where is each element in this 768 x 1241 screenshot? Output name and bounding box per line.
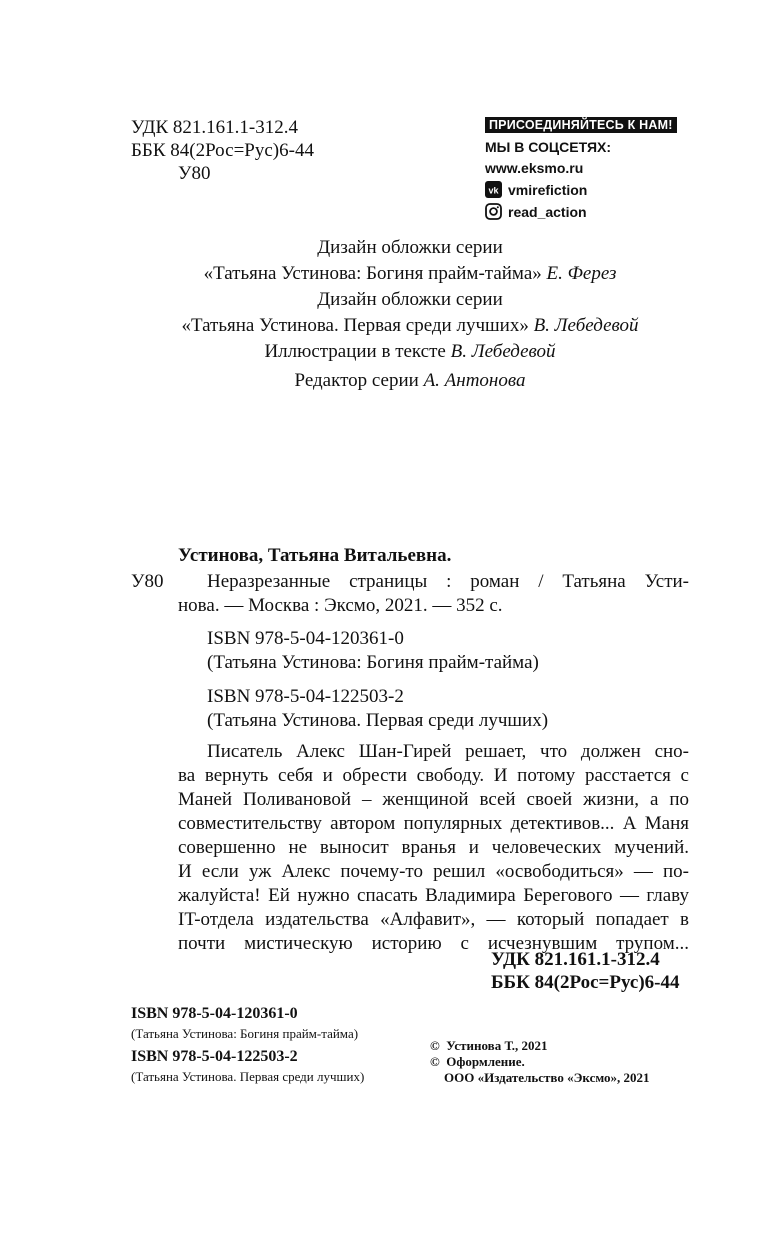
annotation-paragraph xyxy=(178,740,689,956)
catalog-entry-line-1: Неразрезанные страницы : роман / Татьяна Усти- xyxy=(207,571,689,592)
credit-line-1: Дизайн обложки серии xyxy=(317,237,503,258)
copyright-design: Оформление. xyxy=(446,1054,525,1069)
catalog-mark: У80 xyxy=(131,571,164,592)
designer-name-2: В. Лебедевой xyxy=(533,315,639,336)
social-block xyxy=(485,117,677,220)
instagram-link[interactable] xyxy=(485,203,677,220)
vk-icon xyxy=(485,181,502,198)
copyright-line-2 xyxy=(430,1053,525,1070)
catalog-author-heading: Устинова, Татьяна Витальевна. xyxy=(178,545,452,566)
footer-isbn-2: ISBN 978-5-04-122503-2 xyxy=(131,1048,298,1065)
website-link[interactable]: www.eksmo.ru xyxy=(485,160,584,176)
catalog-isbn-1-series: (Татьяна Устинова: Богиня прайм-тайма) xyxy=(207,652,539,673)
footer-isbn-1-series: (Татьяна Устинова: Богиня прайм-тайма) xyxy=(131,1026,359,1041)
instagram-handle: read_action xyxy=(508,204,587,220)
copyright-publisher: ООО «Издательство «Эксмо», 2021 xyxy=(444,1070,650,1085)
footer-isbn-2-series: (Татьяна Устинова. Первая среди лучших) xyxy=(131,1069,365,1084)
editor-label: Редактор серии xyxy=(294,370,419,391)
illustrator-name: В. Лебедевой xyxy=(450,341,556,362)
vk-link[interactable] xyxy=(485,181,677,198)
annotation-line: Маней Поливановой – женщиной всей своей жизни, а по xyxy=(178,789,689,810)
annotation-line: совершенно не выносит вранья и человеческих мучений. xyxy=(178,837,689,858)
editor-name: А. Антонова xyxy=(423,370,526,391)
catalog-isbn-2: ISBN 978-5-04-122503-2 xyxy=(207,686,404,707)
vk-handle: vmirefiction xyxy=(508,182,588,198)
annotation-line: IT-отдела издательства «Алфавит», — который попадает в xyxy=(178,909,689,930)
annotation-line: почти мистическую историю с исчезнувшим трупом... xyxy=(178,933,689,954)
social-heading: МЫ В СОЦСЕТЯХ: xyxy=(485,139,612,155)
catalog-entry-line-2: нова. — Москва : Эксмо, 2021. — 352 с. xyxy=(178,595,503,616)
credit-line-5 xyxy=(110,340,710,364)
catalog-entry-first xyxy=(207,570,689,594)
copyright-line-1 xyxy=(430,1037,548,1054)
instagram-icon xyxy=(485,203,502,220)
copyright-author: Устинова Т., 2021 xyxy=(446,1038,548,1053)
join-banner: ПРИСОЕДИНЯЙТЕСЬ К НАМ! xyxy=(485,117,677,133)
copyright-symbol: © xyxy=(430,1054,440,1069)
footer-isbn-1: ISBN 978-5-04-120361-0 xyxy=(131,1005,298,1022)
credit-line-2 xyxy=(110,262,710,286)
annotation-line: Писатель Алекс Шан-Гирей решает, что должен сно- xyxy=(207,741,689,762)
udk-code: УДК 821.161.1-312.4 xyxy=(131,117,298,138)
annotation-line: ва вернуть себя и обрести свободу. И потому расстается с xyxy=(178,765,689,786)
bottom-bbk: ББК 84(2Рос=Рус)6-44 xyxy=(491,972,680,993)
svg-text:vk: vk xyxy=(488,185,499,196)
illustrations-label: Иллюстрации в тексте xyxy=(264,341,446,362)
series-name-2: «Татьяна Устинова. Первая среди лучших» xyxy=(181,315,529,336)
credit-line-6 xyxy=(110,369,710,393)
series-name-1: «Татьяна Устинова: Богиня прайм-тайма» xyxy=(203,263,542,284)
author-mark: У80 xyxy=(178,163,211,184)
bottom-udk: УДК 821.161.1-312.4 xyxy=(491,949,660,970)
copyright-symbol: © xyxy=(430,1038,440,1053)
annotation-line: совместительству автором популярных детективов... А Маня xyxy=(178,813,689,834)
catalog-isbn-2-series: (Татьяна Устинова. Первая среди лучших) xyxy=(207,710,549,731)
bbk-code: ББК 84(2Рос=Рус)6-44 xyxy=(131,140,314,161)
credit-line-4 xyxy=(110,314,710,338)
catalog-isbn-1: ISBN 978-5-04-120361-0 xyxy=(207,628,404,649)
credit-line-3: Дизайн обложки серии xyxy=(317,289,503,310)
designer-name-1: Е. Ферез xyxy=(546,263,617,284)
annotation-line: жалуйста! Ей нужно спасать Владимира Берегового — главу xyxy=(178,885,689,906)
annotation-line: И если уж Алекс почему-то решил «освободиться» — по- xyxy=(178,861,689,882)
